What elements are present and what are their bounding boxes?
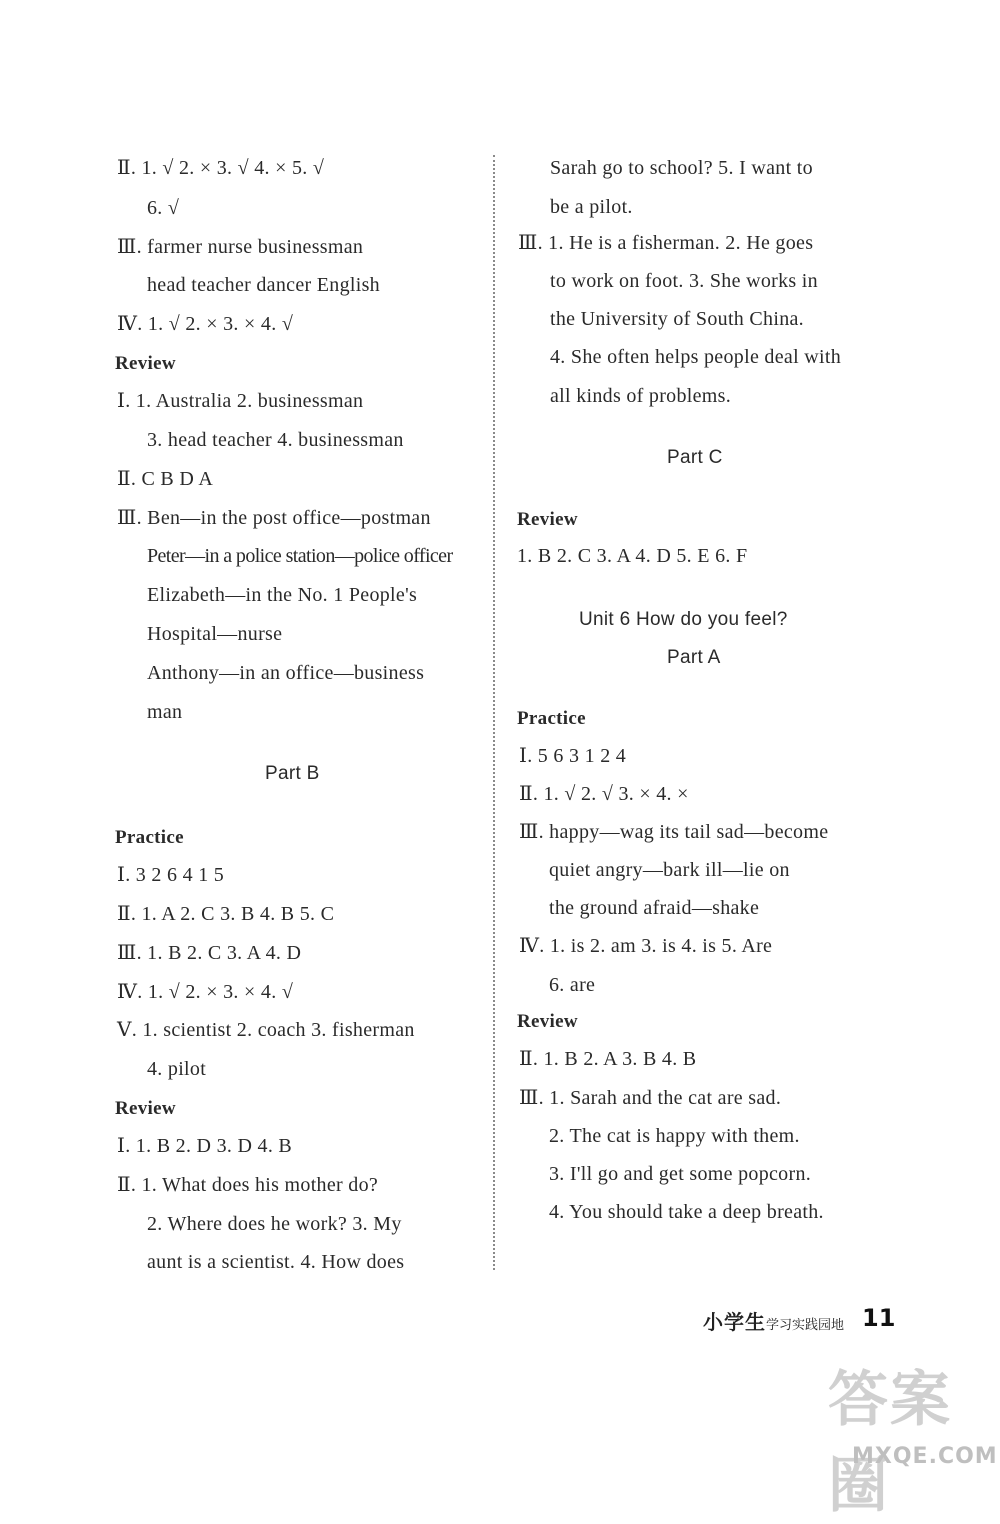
section-heading: Review <box>115 1098 176 1119</box>
part-heading: Part C <box>667 447 723 468</box>
left-line: 4. pilot <box>147 1058 207 1080</box>
section-heading: Review <box>517 509 578 530</box>
left-line: Ⅴ. 1. scientist 2. coach 3. fisherman <box>117 1019 415 1041</box>
left-line: head teacher dancer English <box>147 274 380 296</box>
right-line: 4. You should take a deep breath. <box>549 1201 824 1223</box>
right-line: Ⅱ. 1. B 2. A 3. B 4. B <box>519 1048 697 1070</box>
left-line: 3. head teacher 4. businessman <box>147 429 404 451</box>
left-line: Ⅱ. 1. A 2. C 3. B 4. B 5. C <box>117 903 335 925</box>
left-line: Hospital—nurse <box>147 623 283 645</box>
right-line: Ⅳ. 1. is 2. am 3. is 4. is 5. Are <box>519 935 773 957</box>
section-heading: Review <box>115 353 176 374</box>
right-line: Ⅲ. 1. Sarah and the cat are sad. <box>519 1087 782 1109</box>
right-line: the University of South China. <box>550 308 804 330</box>
left-line: Ⅰ. 1. Australia 2. businessman <box>117 390 364 412</box>
right-line: 4. She often helps people deal with <box>550 346 841 368</box>
right-line: Ⅰ. 5 6 3 1 2 4 <box>519 745 627 767</box>
left-line: man <box>147 701 183 723</box>
right-line: Ⅱ. 1. √ 2. √ 3. × 4. × <box>519 783 689 805</box>
left-line: 6. √ <box>147 197 180 219</box>
right-line: 2. The cat is happy with them. <box>549 1125 800 1147</box>
right-line: 1. B 2. C 3. A 4. D 5. E 6. F <box>517 545 748 567</box>
left-line: Ⅱ. 1. √ 2. × 3. √ 4. × 5. √ <box>117 157 325 179</box>
left-line: Ⅲ. farmer nurse businessman <box>117 236 364 258</box>
section-heading: Practice <box>115 827 184 848</box>
section-heading: Review <box>517 1011 578 1032</box>
right-line: to work on foot. 3. She works in <box>550 270 818 292</box>
left-line: Ⅳ. 1. √ 2. × 3. × 4. √ <box>117 313 294 335</box>
left-line: Ⅱ. 1. What does his mother do? <box>117 1174 379 1196</box>
watermark-url: MXQE.COM <box>852 1444 998 1469</box>
right-line: quiet angry—bark ill—lie on <box>549 859 790 881</box>
left-line: Ⅰ. 1. B 2. D 3. D 4. B <box>117 1135 293 1157</box>
footer-brand <box>703 1306 844 1335</box>
part-heading: Part A <box>667 647 721 668</box>
watermark-logo: 答案圈 <box>828 1365 952 1521</box>
right-line: Ⅲ. happy—wag its tail sad—become <box>519 821 829 843</box>
left-line: Peter—in a police station—police officer <box>147 545 453 567</box>
right-line: Sarah go to school? 5. I want to <box>550 157 813 179</box>
brand-subtitle: 学习实践园地 <box>766 1318 845 1333</box>
left-line: 2. Where does he work? 3. My <box>147 1213 402 1235</box>
left-line: Ⅰ. 3 2 6 4 1 5 <box>117 864 225 886</box>
left-line: Elizabeth—in the No. 1 People's <box>147 584 418 606</box>
right-line: 3. I'll go and get some popcorn. <box>549 1163 812 1185</box>
left-line: Ⅲ. 1. B 2. C 3. A 4. D <box>117 942 302 964</box>
brand-title: 小学生 <box>703 1310 766 1334</box>
left-line: Anthony—in an office—business <box>147 662 425 684</box>
left-line: Ⅱ. C B D A <box>117 468 214 490</box>
unit-heading: Unit 6 How do you feel? <box>579 609 788 630</box>
left-line: Ⅲ. Ben—in the post office—postman <box>117 507 431 529</box>
left-line: aunt is a scientist. 4. How does <box>147 1251 405 1273</box>
part-heading: Part B <box>265 763 320 784</box>
section-heading: Practice <box>517 708 586 729</box>
right-line: 6. are <box>549 974 596 996</box>
left-line: Ⅳ. 1. √ 2. × 3. × 4. √ <box>117 981 294 1003</box>
right-line: all kinds of problems. <box>550 385 732 407</box>
page-number: 11 <box>862 1304 896 1332</box>
right-line: be a pilot. <box>550 196 633 218</box>
column-divider <box>493 155 495 1270</box>
right-line: the ground afraid—shake <box>549 897 760 919</box>
right-line: Ⅲ. 1. He is a fisherman. 2. He goes <box>518 232 814 254</box>
